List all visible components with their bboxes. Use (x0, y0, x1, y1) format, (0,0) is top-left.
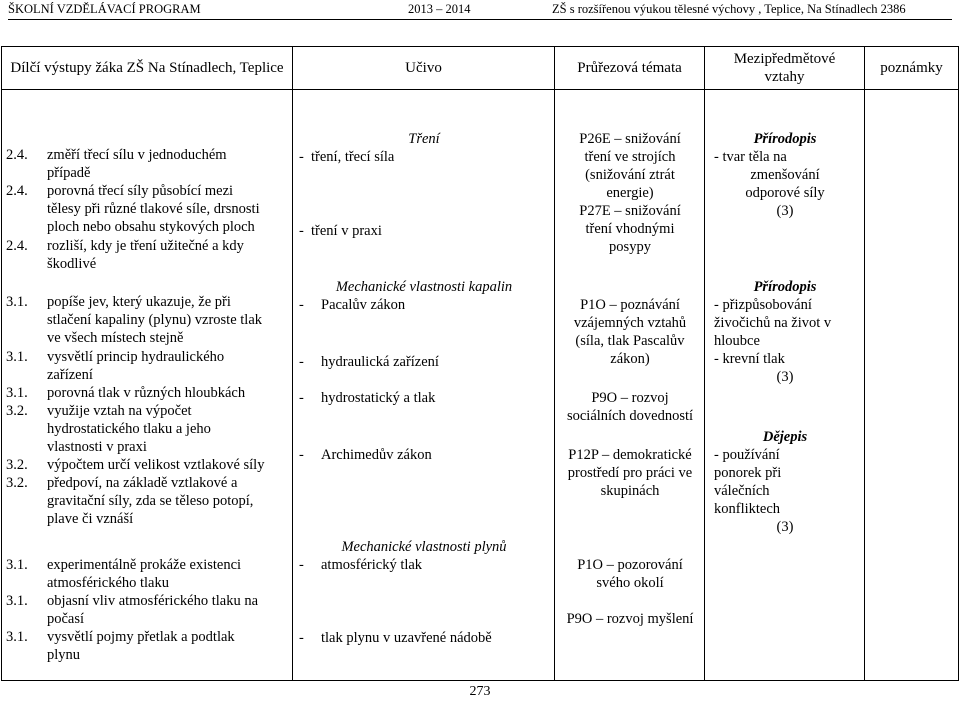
theme-line: P1O – pozorování (577, 557, 683, 573)
output-text: využije vztah na výpočet (47, 403, 192, 419)
output-code: 3.1. (6, 385, 28, 401)
output-text: plave či vznáší (47, 511, 134, 527)
output-text: hydrostatického tlaku a jeho (47, 421, 211, 437)
output-text: experimentálně prokáže existenci (47, 557, 242, 573)
relations-line: (3) (776, 203, 794, 219)
relations-line: válečních (714, 483, 770, 499)
output-text: ve všech místech stejně (47, 330, 184, 346)
theme-line: skupinách (600, 483, 660, 499)
output-text: rozliší, kdy je tření užitečné a kdy (47, 238, 244, 254)
relations-line: ponorek při (714, 465, 782, 481)
theme-line: energie) (606, 185, 654, 201)
output-code: 3.2. (6, 403, 28, 419)
theme-line: zákon) (610, 351, 650, 367)
output-code: 3.1. (6, 349, 28, 365)
theme-line: P12P – demokratické (568, 447, 692, 463)
output-code: 3.1. (6, 629, 28, 645)
output-code: 3.1. (6, 593, 28, 609)
theme-line: P9O – rozvoj (591, 390, 669, 406)
theme-line: svého okolí (596, 575, 664, 591)
relations-line: (3) (776, 369, 794, 385)
output-code: 3.1. (6, 557, 28, 573)
table-body-row (2, 90, 959, 681)
relations-line: - přizpůsobování (714, 297, 812, 313)
curriculum-dash: - (299, 149, 304, 165)
relations-line: odporové síly (745, 185, 825, 201)
column-header-outputs: Dílčí výstupy žáka ZŠ Na Stínadlech, Teplice (2, 47, 293, 90)
theme-line: P27E – snižování (579, 203, 681, 219)
column-header-relations (705, 47, 865, 90)
output-text: vlastnosti v praxi (47, 439, 147, 455)
output-text: popíše jev, který ukazuje, že při (47, 294, 231, 310)
theme-line: (síla, tlak Pascalův (575, 333, 685, 349)
relations-line: - používání (714, 447, 780, 463)
relations-line: hloubce (714, 333, 760, 349)
themes-cell (555, 90, 705, 681)
output-text: gravitační síly, zda se těleso potopí, (47, 493, 254, 509)
relations-line: (3) (776, 519, 794, 535)
output-code: 3.2. (6, 457, 28, 473)
curriculum-cell (293, 90, 555, 681)
relations-line: - tvar těla na (714, 149, 787, 165)
output-text: tělesy při různé tlakové síle, drsnosti (47, 201, 260, 217)
curriculum-table (1, 46, 959, 681)
theme-line: P1O – poznávání (580, 297, 680, 313)
relations-subject-title: Přírodopis (753, 131, 817, 147)
output-text: počasí (47, 611, 85, 627)
output-text: škodlivé (47, 256, 97, 272)
output-code: 3.2. (6, 475, 28, 491)
curriculum-dash: - (299, 354, 304, 370)
curriculum-dash: - (299, 447, 304, 463)
curriculum-dash: - (299, 297, 304, 313)
output-text: plynu (47, 647, 81, 663)
curriculum-item: tření, třecí síla (311, 149, 395, 165)
output-code: 2.4. (6, 183, 28, 199)
theme-line: posypy (609, 239, 651, 255)
table-header-row (2, 47, 959, 90)
relations-subject-title: Přírodopis (753, 279, 817, 295)
column-header-relations-line-1: Mezipředmětové (733, 51, 836, 67)
output-code: 3.1. (6, 294, 28, 310)
output-text: případě (47, 165, 91, 181)
output-text: stlačení kapaliny (plynu) vzroste tlak (47, 312, 263, 328)
curriculum-item: tření v praxi (311, 223, 382, 239)
header-school-year: 2013 – 2014 (408, 2, 471, 16)
output-text: vysvětlí princip hydraulického (47, 349, 225, 365)
relations-line: zmenšování (750, 167, 820, 183)
output-text: atmosférického tlaku (47, 575, 169, 591)
curriculum-dash: - (299, 557, 304, 573)
output-text: změří třecí sílu v jednoduchém (47, 147, 227, 163)
curriculum-heading-friction: Tření (408, 131, 440, 147)
column-header-notes: poznámky (865, 47, 959, 90)
theme-line: tření ve strojích (584, 149, 676, 165)
output-text: předpoví, na základě vztlakové a (47, 475, 238, 491)
theme-line: P9O – rozvoj myšlení (566, 611, 694, 627)
theme-line: tření vhodnými (585, 221, 675, 237)
curriculum-item: Pacalův zákon (321, 297, 406, 313)
output-text: porovná tlak v různých hloubkách (47, 385, 246, 401)
curriculum-dash: - (299, 630, 304, 646)
theme-line: vzájemných vztahů (573, 315, 687, 331)
curriculum-heading-gases: Mechanické vlastnosti plynů (341, 539, 507, 555)
output-text: porovná třecí síly působící mezi (47, 183, 234, 199)
outputs-cell (2, 90, 293, 681)
theme-line: (snižování ztrát (585, 167, 675, 183)
output-code: 2.4. (6, 238, 28, 254)
relations-line: živočichů na život v (714, 315, 832, 331)
output-code: 2.4. (6, 147, 28, 163)
theme-line: sociálních dovedností (566, 408, 694, 424)
curriculum-item: atmosférický tlak (321, 557, 423, 573)
header-rule (8, 19, 952, 20)
curriculum-heading-liquids: Mechanické vlastnosti kapalin (335, 279, 513, 295)
relations-cell (705, 90, 865, 681)
output-text: vysvětlí pojmy přetlak a podtlak (47, 629, 235, 645)
page-number: 273 (469, 684, 491, 699)
output-text: ploch nebo obsahu stykových ploch (47, 219, 255, 235)
relations-line: - krevní tlak (714, 351, 785, 367)
relations-subject-title: Dějepis (762, 429, 808, 445)
curriculum-item: hydraulická zařízení (321, 354, 439, 370)
curriculum-dash: - (299, 390, 304, 406)
relations-line: konfliktech (714, 501, 781, 517)
output-text: objasní vliv atmosférického tlaku na (47, 593, 259, 609)
curriculum-item: tlak plynu v uzavřené nádobě (321, 630, 492, 646)
theme-line: prostředí pro práci ve (567, 465, 693, 481)
header-school-program: ŠKOLNÍ VZDĚLÁVACÍ PROGRAM (8, 2, 201, 16)
curriculum-item: hydrostatický a tlak (321, 390, 436, 406)
curriculum-dash: - (299, 223, 304, 239)
notes-cell (865, 90, 959, 681)
header-school-name: ZŠ s rozšířenou výukou tělesné výchovy , Teplice, Na Stínadlech 2386 (552, 2, 906, 16)
column-header-themes: Průřezová témata (555, 47, 705, 90)
column-header-curriculum: Učivo (293, 47, 555, 90)
theme-line: P26E – snižování (579, 131, 681, 147)
page-header (0, 0, 960, 22)
curriculum-item: Archimedův zákon (321, 447, 432, 463)
output-text: zařízení (47, 367, 93, 383)
column-header-relations-line-2: vztahy (764, 69, 805, 85)
output-text: výpočtem určí velikost vztlakové síly (47, 457, 265, 473)
